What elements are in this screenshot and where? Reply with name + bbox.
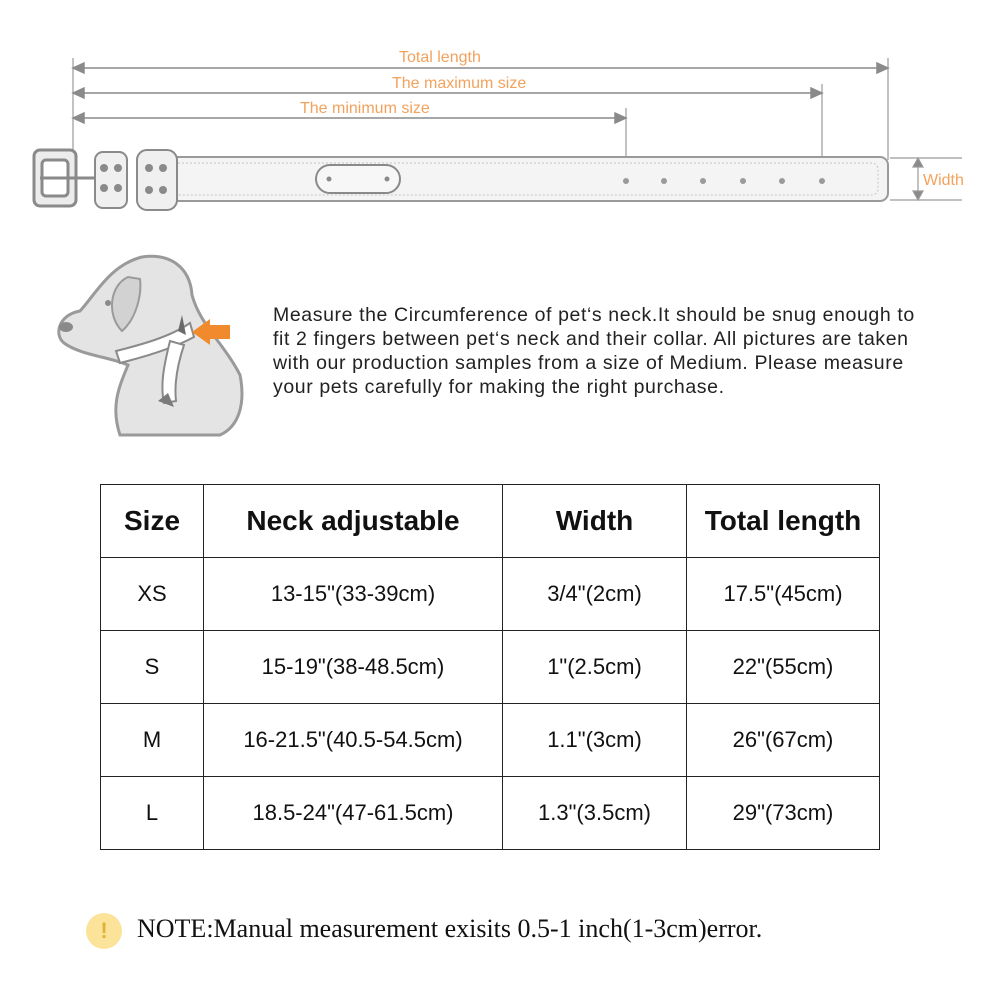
size-cell: M <box>101 704 204 777</box>
length-cell: 17.5"(45cm) <box>687 558 880 631</box>
neck-cell: 16-21.5"(40.5-54.5cm) <box>204 704 503 777</box>
keeper-loops <box>95 150 177 210</box>
table-row <box>101 777 880 850</box>
neck-cell: 15-19"(38-48.5cm) <box>204 631 503 704</box>
width-cell: 1.3"(3.5cm) <box>503 777 687 850</box>
measurement-instruction: Measure the Circumference of pet‘s neck.It should be snug enough to fit 2 fingers between pet‘s neck and their collar. All pictures are taken with our production samples from a size of Medium. Please measure your pets carefully for making the right purchase. <box>273 304 915 398</box>
width-label: Width <box>923 172 964 189</box>
header-total-length: Total length <box>687 485 880 558</box>
total-length-label: Total length <box>399 49 481 66</box>
size-cell: S <box>101 631 204 704</box>
warning-icon: ! <box>86 913 122 949</box>
length-cell: 26"(67cm) <box>687 704 880 777</box>
width-cell: 1"(2.5cm) <box>503 631 687 704</box>
collar-strap <box>150 157 888 201</box>
table-row <box>101 558 880 631</box>
size-cell: XS <box>101 558 204 631</box>
neck-cell: 13-15"(33-39cm) <box>204 558 503 631</box>
note-text: NOTE:Manual measurement exisits 0.5-1 inch(1-3cm)error. <box>137 914 763 943</box>
header-neck-adjustable: Neck adjustable <box>204 485 503 558</box>
length-cell: 22"(55cm) <box>687 631 880 704</box>
header-width: Width <box>503 485 687 558</box>
maximum-size-label: The maximum size <box>392 75 527 92</box>
size-cell: L <box>101 777 204 850</box>
header-size: Size <box>101 485 204 558</box>
collar-diagram <box>0 0 1000 240</box>
width-cell: 3/4"(2cm) <box>503 558 687 631</box>
table-row <box>101 704 880 777</box>
dog-measuring-illustration <box>50 245 250 445</box>
length-cell: 29"(73cm) <box>687 777 880 850</box>
size-table <box>100 484 880 850</box>
neck-cell: 18.5-24"(47-61.5cm) <box>204 777 503 850</box>
table-row <box>101 631 880 704</box>
width-cell: 1.1"(3cm) <box>503 704 687 777</box>
table-header-row <box>101 485 880 558</box>
minimum-size-label: The minimum size <box>300 100 430 117</box>
